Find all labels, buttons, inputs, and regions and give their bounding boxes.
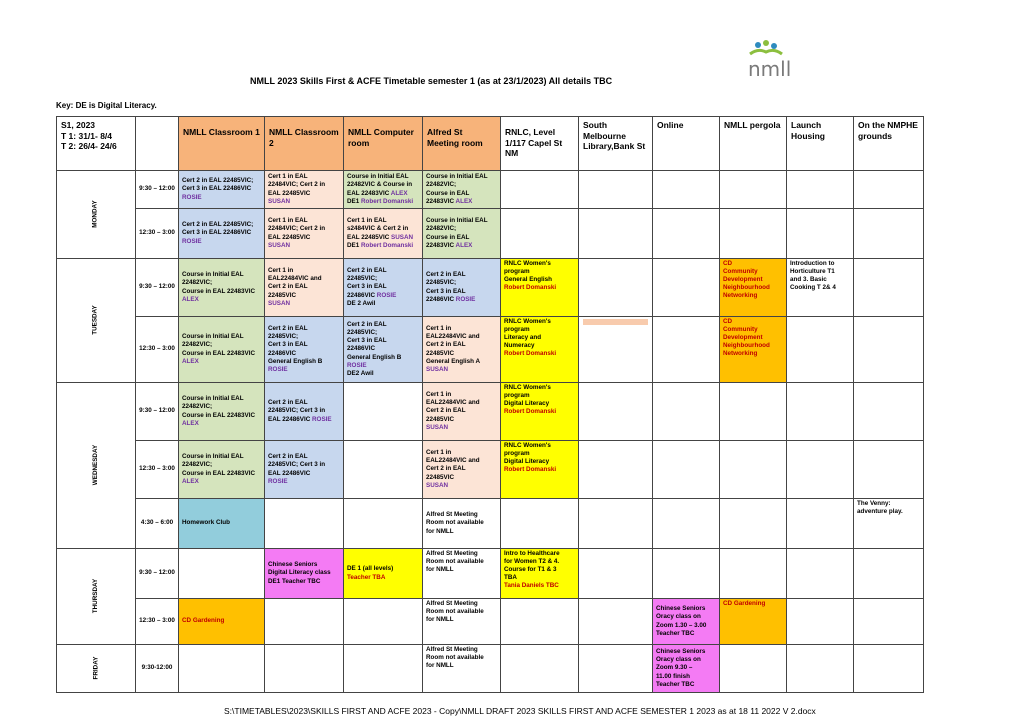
session-cell: CD Community Development Neighbourhood Networking: [720, 259, 787, 317]
session-cell: RNLC Women's program Literacy and Numeracy Robert Domanski: [501, 317, 579, 383]
session-cell: Cert 1 in EAL22484VIC and Cert 2 in EAL 22485VIC General English A SUSAN: [423, 317, 501, 383]
empty-cell: [653, 441, 720, 499]
time-slot: 12:30 – 3:00: [136, 209, 179, 259]
empty-cell: [787, 599, 854, 645]
table-row: [57, 383, 924, 441]
logo-text: nmll: [748, 57, 792, 80]
empty-cell: [720, 171, 787, 209]
table-row: [57, 441, 924, 499]
col-header-rnlc: RNLC, Level 1/117 Capel St NM: [501, 117, 579, 171]
empty-cell: [787, 441, 854, 499]
empty-cell: [720, 645, 787, 693]
session-cell: Alfred St Meeting Room not available for NMLL: [423, 599, 501, 645]
time-slot: 9:30-12:00: [136, 645, 179, 693]
table-row: [57, 209, 924, 259]
col-header-launch-housing: Launch Housing: [787, 117, 854, 171]
session-cell: Course in Initial EAL 22482VIC; Course in EAL 22483VIC ALEX: [179, 317, 265, 383]
header-row: [57, 117, 924, 171]
col-header-south-melbourne-library: South Melbourne Library,Bank St: [579, 117, 653, 171]
session-cell: Cert 2 in EAL 22485VIC; Cert 3 in EAL 22486VIC General English B ROSIE: [265, 317, 344, 383]
table-row: [57, 317, 924, 383]
session-cell: CD Gardening: [720, 599, 787, 645]
empty-cell: [653, 317, 720, 383]
empty-cell: [854, 317, 924, 383]
empty-cell: [653, 209, 720, 259]
day-label-tuesday: TUESDAY: [57, 259, 136, 383]
session-cell: Course in Initial EAL 22482VIC; Course in EAL 22483VIC ALEX: [423, 171, 501, 209]
key-note: Key: DE is Digital Literacy.: [56, 101, 157, 110]
empty-cell: [854, 645, 924, 693]
empty-cell: [579, 441, 653, 499]
empty-cell: [579, 645, 653, 693]
col-header-alfred-st: Alfred St Meeting room: [423, 117, 501, 171]
session-cell: Cert 2 in EAL 22485VIC; Cert 3 in EAL 22486VIC ROSIE: [265, 441, 344, 499]
footer-file-path: S:\TIMETABLES\2023\SKILLS FIRST AND ACFE 2023 - Copy\NMLL DRAFT 2023 SKILLS FIRST AND ACFE SEMESTER 1 2023 as at 18 11 2022 V 2.docx: [224, 706, 816, 716]
table-row: [57, 549, 924, 599]
session-cell: Cert 1 in EAL 22484VIC; Cert 2 in EAL 22485VIC SUSAN: [265, 209, 344, 259]
shaded-strip: [583, 319, 648, 325]
empty-cell: [344, 499, 423, 549]
session-cell: Chinese Seniors Digital Literacy class DE1 Teacher TBC: [265, 549, 344, 599]
time-slot: 4:30 – 6:00: [136, 499, 179, 549]
session-cell: Cert 2 in EAL 22485VIC; Cert 3 in EAL 22486VIC ROSIE: [179, 171, 265, 209]
table-row: [57, 259, 924, 317]
time-slot: 9:30 – 12:00: [136, 549, 179, 599]
empty-cell: [344, 383, 423, 441]
empty-cell: [854, 171, 924, 209]
table-row: [57, 645, 924, 693]
session-cell: Cert 2 in EAL 22485VIC; Cert 3 in EAL 22486VIC ROSIE: [179, 209, 265, 259]
session-cell: Course in Initial EAL 22482VIC; Course in EAL 22483VIC ALEX: [179, 383, 265, 441]
empty-cell: [501, 171, 579, 209]
session-cell: Intro to Healthcare for Women T2 & 4. Course for T1 & 3 TBA Tania Daniels TBC: [501, 549, 579, 599]
table-row: [57, 599, 924, 645]
empty-cell: [501, 645, 579, 693]
session-cell: Cert 2 in EAL 22485VIC; Cert 3 in EAL 22486VIC ROSIE DE 2 Awil: [344, 259, 423, 317]
empty-cell: [501, 499, 579, 549]
empty-cell: [344, 599, 423, 645]
empty-cell: [787, 383, 854, 441]
session-cell: Course in Initial EAL 22482VIC & Course in EAL 22483VIC ALEX DE1 Robert Domanski: [344, 171, 423, 209]
table-row: [57, 171, 924, 209]
session-cell: Cert 1 in EAL22484VIC and Cert 2 in EAL 22485VIC SUSAN: [423, 383, 501, 441]
empty-cell: [653, 549, 720, 599]
empty-cell: [720, 499, 787, 549]
session-cell: RNLC Women's program Digital Literacy Robert Domanski: [501, 441, 579, 499]
empty-cell: [854, 383, 924, 441]
empty-cell: [787, 209, 854, 259]
time-slot: 9:30 – 12:00: [136, 383, 179, 441]
col-header-nmphe-grounds: On the NMPHE grounds: [854, 117, 924, 171]
day-label-wednesday: WEDNESDAY: [57, 383, 136, 549]
empty-cell: [501, 209, 579, 259]
col-header-classroom-2: NMLL Classroom 2: [265, 117, 344, 171]
col-header-computer-room: NMLL Computer room: [344, 117, 423, 171]
session-cell: Cert 1 in EAL22484VIC and Cert 2 in EAL 22485VIC SUSAN: [423, 441, 501, 499]
day-label-monday: MONDAY: [57, 171, 136, 259]
day-label-thursday: THURSDAY: [57, 549, 136, 645]
empty-cell: [653, 383, 720, 441]
session-cell: Homework Club: [179, 499, 265, 549]
empty-cell: [579, 499, 653, 549]
session-cell: Cert 1 in EAL s2484VIC & Cert 2 in EAL 22485VIC SUSAN DE1 Robert Domanski: [344, 209, 423, 259]
empty-cell: [579, 259, 653, 317]
session-cell: RNLC Women's program Digital Literacy Robert Domanski: [501, 383, 579, 441]
nmll-logo: [744, 40, 804, 80]
empty-cell: [720, 549, 787, 599]
empty-cell: [579, 549, 653, 599]
empty-cell: [579, 383, 653, 441]
empty-cell: [720, 383, 787, 441]
col-header-classroom-1: NMLL Classroom 1: [179, 117, 265, 171]
session-cell: Course in Initial EAL 22482VIC; Course in EAL 22483VIC ALEX: [179, 441, 265, 499]
session-cell: DE 1 (all levels) Teacher TBA: [344, 549, 423, 599]
time-header: [136, 117, 179, 171]
session-cell: Course in Initial EAL 22482VIC; Course in EAL 22483VIC ALEX: [423, 209, 501, 259]
empty-cell: [653, 259, 720, 317]
session-cell: Chinese Seniors Oracy class on Zoom 9.30 – 11.00 finish Teacher TBC: [653, 645, 720, 693]
document-title: NMLL 2023 Skills First & ACFE Timetable semester 1 (as at 23/1/2023) All details TBC: [250, 76, 613, 86]
session-cell: Introduction to Horticulture T1 and 3. Basic Cooking T 2& 4: [787, 259, 854, 317]
session-cell: Alfred St Meeting Room not available for NMLL: [423, 549, 501, 599]
term-header: S1, 2023 T 1: 31/1- 8/4 T 2: 26/4- 24/6: [57, 117, 136, 171]
time-slot: 12:30 – 3:00: [136, 599, 179, 645]
empty-cell: [787, 549, 854, 599]
time-slot: 9:30 – 12:00: [136, 171, 179, 209]
session-cell: RNLC Women's program General English Robert Domanski: [501, 259, 579, 317]
col-header-online: Online: [653, 117, 720, 171]
col-header-pergola: NMLL pergola: [720, 117, 787, 171]
time-slot: 12:30 – 3:00: [136, 317, 179, 383]
session-cell: Cert 2 in EAL 22485VIC; Cert 3 in EAL 22486VIC ROSIE: [265, 383, 344, 441]
empty-cell: [787, 317, 854, 383]
session-cell: CD Community Development Neighbourhood Networking: [720, 317, 787, 383]
day-label-friday: FRIDAY: [57, 645, 136, 693]
session-cell: Alfred St Meeting Room not available for NMLL: [423, 645, 501, 693]
empty-cell: [653, 499, 720, 549]
timetable: [56, 116, 924, 693]
session-cell: Course in Initial EAL 22482VIC; Course in EAL 22483VIC ALEX: [179, 259, 265, 317]
empty-cell: [265, 599, 344, 645]
empty-cell: [179, 645, 265, 693]
empty-cell: [854, 209, 924, 259]
session-cell: Chinese Seniors Oracy class on Zoom 1.30 – 3.00 Teacher TBC: [653, 599, 720, 645]
session-cell: The Venny: adventure play.: [854, 499, 924, 549]
empty-cell: [720, 209, 787, 259]
empty-cell: [787, 645, 854, 693]
time-slot: 9:30 – 12:00: [136, 259, 179, 317]
session-cell: CD Gardening: [179, 599, 265, 645]
empty-cell: [501, 599, 579, 645]
empty-cell: [653, 171, 720, 209]
empty-cell: [579, 171, 653, 209]
empty-cell: [720, 441, 787, 499]
empty-cell: [854, 549, 924, 599]
session-cell: Cert 2 in EAL 22485VIC; Cert 3 in EAL 22486VIC General English B ROSIE DE2 Awil: [344, 317, 423, 383]
empty-cell: [344, 645, 423, 693]
empty-cell: [179, 549, 265, 599]
empty-cell: [579, 209, 653, 259]
empty-cell: [265, 645, 344, 693]
table-row: [57, 499, 924, 549]
time-slot: 12:30 – 3:00: [136, 441, 179, 499]
empty-cell: [854, 259, 924, 317]
empty-cell: [579, 599, 653, 645]
empty-cell: [854, 441, 924, 499]
empty-cell: [265, 499, 344, 549]
empty-cell: [854, 599, 924, 645]
session-cell: [579, 317, 653, 383]
empty-cell: [787, 171, 854, 209]
session-cell: Alfred St Meeting Room not available for NMLL: [423, 499, 501, 549]
session-cell: Cert 2 in EAL 22485VIC; Cert 3 in EAL 22486VIC ROSIE: [423, 259, 501, 317]
empty-cell: [787, 499, 854, 549]
empty-cell: [344, 441, 423, 499]
session-cell: Cert 1 in EAL22484VIC and Cert 2 in EAL 22485VIC SUSAN: [265, 259, 344, 317]
session-cell: Cert 1 in EAL 22484VIC; Cert 2 in EAL 22485VIC SUSAN: [265, 171, 344, 209]
